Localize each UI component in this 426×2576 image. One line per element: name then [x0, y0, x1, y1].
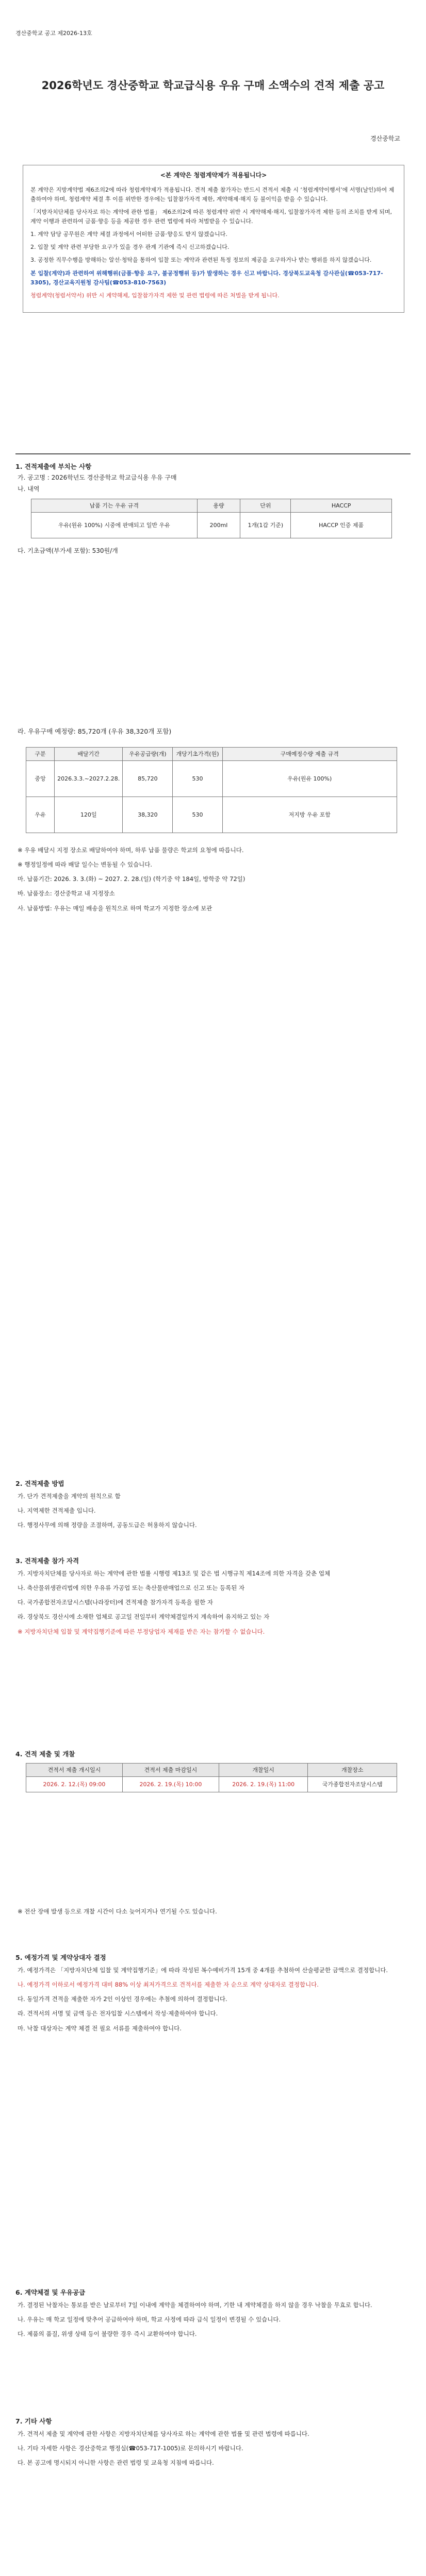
table-cell: 우유(원유 100%)	[222, 761, 397, 797]
table-header: 개찰장소	[308, 1764, 397, 1777]
table-header: 구매예정수량 제출 규격	[222, 748, 397, 761]
list-item: ※ 지방자치단체 입찰 및 계약집행기준에 따른 부정당업자 제재를 받은 자는 참가할 수 없습니다.	[18, 1628, 265, 1635]
delivery-notes	[18, 845, 409, 918]
note-line: 바. 납품장소: 경산중학교 내 지정장소	[18, 890, 115, 897]
table-cell: 2026. 2. 12.(목) 09:00	[26, 1777, 123, 1792]
table-header: 단위	[240, 499, 291, 513]
eligibility-list	[18, 1568, 409, 1641]
table-cell: 2026.3.3.~2027.2.28.	[55, 761, 123, 797]
table-cell: 저지방 우유 포함	[222, 797, 397, 833]
notice-paragraph: 1. 계약 담당 공무원은 계약 체결 과정에서 어떠한 금품·향응도 받지 않겠습니다.	[30, 231, 227, 238]
purchase-quantity-table	[26, 747, 397, 833]
schedule-notes	[18, 1906, 409, 1921]
note-line: 마. 납품기간: 2026. 3. 3.(화) ~ 2027. 2. 28.(일) (학기중 약 184일, 방학중 약 72일)	[18, 875, 245, 883]
table-cell: 중앙	[26, 761, 55, 797]
section-heading: 1. 견적제출에 부치는 사항	[15, 463, 92, 470]
table-header: 배달기간	[55, 748, 123, 761]
list-item: 다. 동일가격 견적을 제출한 자가 2인 이상인 경우에는 추첨에 의하여 결정합니다.	[18, 1995, 227, 2003]
base-price: 다. 기초금액(부가세 포함): 530원/개	[18, 547, 118, 554]
list-item: 나. 우유는 매 학교 일정에 맞추어 공급하여야 하며, 학교 사정에 따라 급식 일정이 변경될 수 있습니다.	[18, 2316, 281, 2324]
section-heading: 6. 계약체결 및 우유공급	[15, 2289, 86, 2296]
note-line: ※ 전산 장애 발생 등으로 개찰 시간이 다소 늦어지거나 연기될 수도 있습니다.	[18, 1908, 217, 1915]
section-heading: 5. 예정가격 및 계약상대자 결정	[15, 1954, 106, 1961]
list-item: 라. 경상북도 경산시에 소재한 업체로 공고일 전일부터 계약체결일까지 계속하여 유지하고 있는 자	[18, 1613, 270, 1621]
list-item: 가. 단가 견적제출을 계약의 원칙으로 함	[18, 1493, 121, 1500]
doc-number: 경산중학교 공고 제2026-13호	[15, 30, 92, 37]
notice-title: <본 계약은 청렴계약제가 적용됩니다>	[160, 172, 267, 179]
page-title: 2026학년도 경산중학교 학교급식용 우유 구매 소액수의 견적 제출 공고	[41, 79, 385, 92]
table-cell: 530	[173, 761, 222, 797]
table-cell: 38,320	[123, 797, 173, 833]
table-header: 견적서 제출 마감일시	[122, 1764, 219, 1777]
product-spec-table	[31, 499, 392, 538]
note-line: ※ 우유 배달시 지정 장소로 배달하여야 하며, 하루 납품 물량은 학교의 요청에 따릅니다.	[18, 846, 244, 854]
table-header: 구분	[26, 748, 55, 761]
table-header: 납품 기는 우유 규격	[31, 499, 198, 513]
notice-paragraph: 본 계약은 지방계약법 제6조의2에 따라 청렴계약제가 적용됩니다. 견적 제출 참가자는 반드시 견적서 제출 시 ‘청렴계약이행서’에 서명(날인)하여 제출하여야 하며, 청렴계약 체결 후 이를 위반한 경우에는 입찰참가자격 제한, 계약해제·해지 등 불이익을 받을 수 있습니다.	[30, 186, 395, 202]
table-cell: HACCP 인증 제품	[291, 513, 392, 538]
notice-warning: 청렴계약(청렴서약서) 위반 시 계약해제, 입찰참가자격 제한 및 관련 법령에 따른 처벌을 받게 됩니다.	[30, 292, 280, 299]
table-cell: 2026. 2. 19.(목) 11:00	[219, 1777, 308, 1792]
section-heading: 4. 견적 제출 및 개찰	[15, 1750, 75, 1758]
submission-method-list	[18, 1491, 409, 1534]
table-cell: 국가종합전자조달시스템	[308, 1777, 397, 1792]
issuer: 경산중학교	[370, 135, 400, 142]
list-item: 가. 지방자치단체를 당사자로 하는 계약에 관한 법률 시행령 제13조 및 같은 법 시행규칙 제14조에 의한 자격을 갖춘 업체	[18, 1570, 331, 1577]
list-item: 나. 축산물위생관리법에 의한 우유류 가공업 또는 축산물판매업으로 신고 또는 등록된 자	[18, 1584, 245, 1592]
section-heading: 2. 견적제출 방법	[15, 1480, 64, 1487]
table-cell: 200ml	[197, 513, 240, 538]
list-item: 다. 제품의 품질, 위생 상태 등이 불량한 경우 즉시 교환하여야 합니다.	[18, 2330, 197, 2338]
note-line: 사. 납품방법: 우유는 매일 배송을 원칙으로 하며 학교가 지정한 장소에 보관	[18, 904, 212, 912]
table-cell: 85,720	[123, 761, 173, 797]
table-header: 견적서 제출 개시일시	[26, 1764, 123, 1777]
award-list	[18, 1965, 409, 2038]
note-line: ※ 행정일정에 따라 배달 일수는 변동될 수 있습니다.	[18, 861, 153, 869]
notice-paragraph: 「지방자치단체를 당사자로 하는 계약에 관한 법률」 제6조의2에 따른 청렴계약 위반 시 계약해제·해지, 입찰참가자격 제한 등의 조치를 받게 되며, 계약 이행과 관련하여 금품·향응 등을 제공한 경우 관련 법령에 따라 처벌받을 수 있습니다.	[30, 208, 392, 225]
notice-name: 가. 공고명 : 2026학년도 경산중학교 학교급식용 우유 구매	[18, 474, 177, 481]
list-item: 가. 결정된 낙찰자는 통보를 받은 날로부터 7일 이내에 계약을 체결하여야 하며, 기한 내 계약체결을 하지 않을 경우 낙찰을 무효로 합니다.	[18, 2301, 372, 2309]
table-cell: 1개(1갑 기준)	[240, 513, 291, 538]
table-cell: 우유(원유 100%) 시중에 판매되고 일반 우유	[31, 513, 198, 538]
list-item: 마. 낙찰 대상자는 계약 체결 전 필요 서류를 제출하여야 합니다.	[18, 2024, 182, 2032]
table-header: 우유공급량(개)	[123, 748, 173, 761]
table-cell: 120일	[55, 797, 123, 833]
table-cell: 우유	[26, 797, 55, 833]
list-item: 가. 견적서 제출 및 계약에 관한 사항은 지방자치단체를 당사자로 하는 계약에 관한 법률 및 관련 법령에 따릅니다.	[18, 2430, 309, 2437]
detail-label: 나. 내역	[18, 485, 40, 493]
table-header: 용량	[197, 499, 240, 513]
notice-paragraph: 3. 공정한 직무수행을 방해하는 알선·청탁을 통하여 입찰 또는 계약과 관련된 특정 정보의 제공을 요구하거나 받는 행위를 하지 않겠습니다.	[30, 257, 372, 264]
list-item: 다. 행정사무에 의해 정량을 조절하며, 공동도급은 허용하지 않습니다.	[18, 1521, 197, 1529]
section-heading: 3. 견적제출 참가 자격	[15, 1557, 79, 1565]
list-item: 다. 본 공고에 명시되지 아니한 사항은 관련 법령 및 교육청 지침에 따릅니다.	[18, 2459, 214, 2467]
integrity-notice-box	[23, 165, 404, 313]
contract-list	[18, 2300, 409, 2343]
list-item: 라. 견적서의 서명 및 금액 등은 전자입찰 시스템에서 작성·제출하여야 합니다.	[18, 2010, 218, 2018]
schedule-table	[26, 1763, 397, 1792]
table-cell: 2026. 2. 19.(목) 10:00	[122, 1777, 219, 1792]
notice-paragraph: 2. 입찰 및 계약 관련 부당한 요구가 있을 경우 관계 기관에 즉시 신고하겠습니다.	[30, 244, 230, 251]
list-item: 가. 예정가격은 「지방자치단체 입찰 및 계약집행기준」에 따라 작성된 복수예비가격 15개 중 4개를 추첨하여 산술평균한 금액으로 결정합니다.	[18, 1967, 388, 1974]
divider	[15, 453, 411, 454]
list-item: 나. 지역제한 견적제출 입니다.	[18, 1507, 96, 1515]
table-header: 개찰일시	[219, 1764, 308, 1777]
list-item: 다. 국가종합전자조달시스템(나라장터)에 견적제출 참가자격 등록을 필한 자	[18, 1599, 213, 1606]
table-cell: 530	[173, 797, 222, 833]
table-header: HACCP	[291, 499, 392, 513]
notice-report-contact: 본 입찰(계약)과 관련하여 위해행위(금품·향응 요구, 불공정행위 등)가 발생하는 경우 신고 바랍니다. 경상북도교육청 감사관실(☎053-717-3305), 경산교육지원청 감사팀(☎053-810-7563)	[30, 269, 383, 286]
purchase-quantity: 라. 우유구매 예정량: 85,720개 (우유 38,320개 포함)	[18, 727, 172, 735]
table-header: 개당기초가격(원)	[173, 748, 222, 761]
section-heading: 7. 기타 사항	[15, 2417, 52, 2425]
misc-list	[18, 2429, 409, 2472]
list-item: 나. 기타 자세한 사항은 경산중학교 행정실(☎053-717-1005)로 문의하시기 바랍니다.	[18, 2445, 243, 2452]
list-item: 나. 예정가격 이하로서 예정가격 대비 88% 이상 최저가격으로 견적서를 제출한 자 순으로 계약 상대자로 결정합니다.	[18, 1981, 319, 1989]
